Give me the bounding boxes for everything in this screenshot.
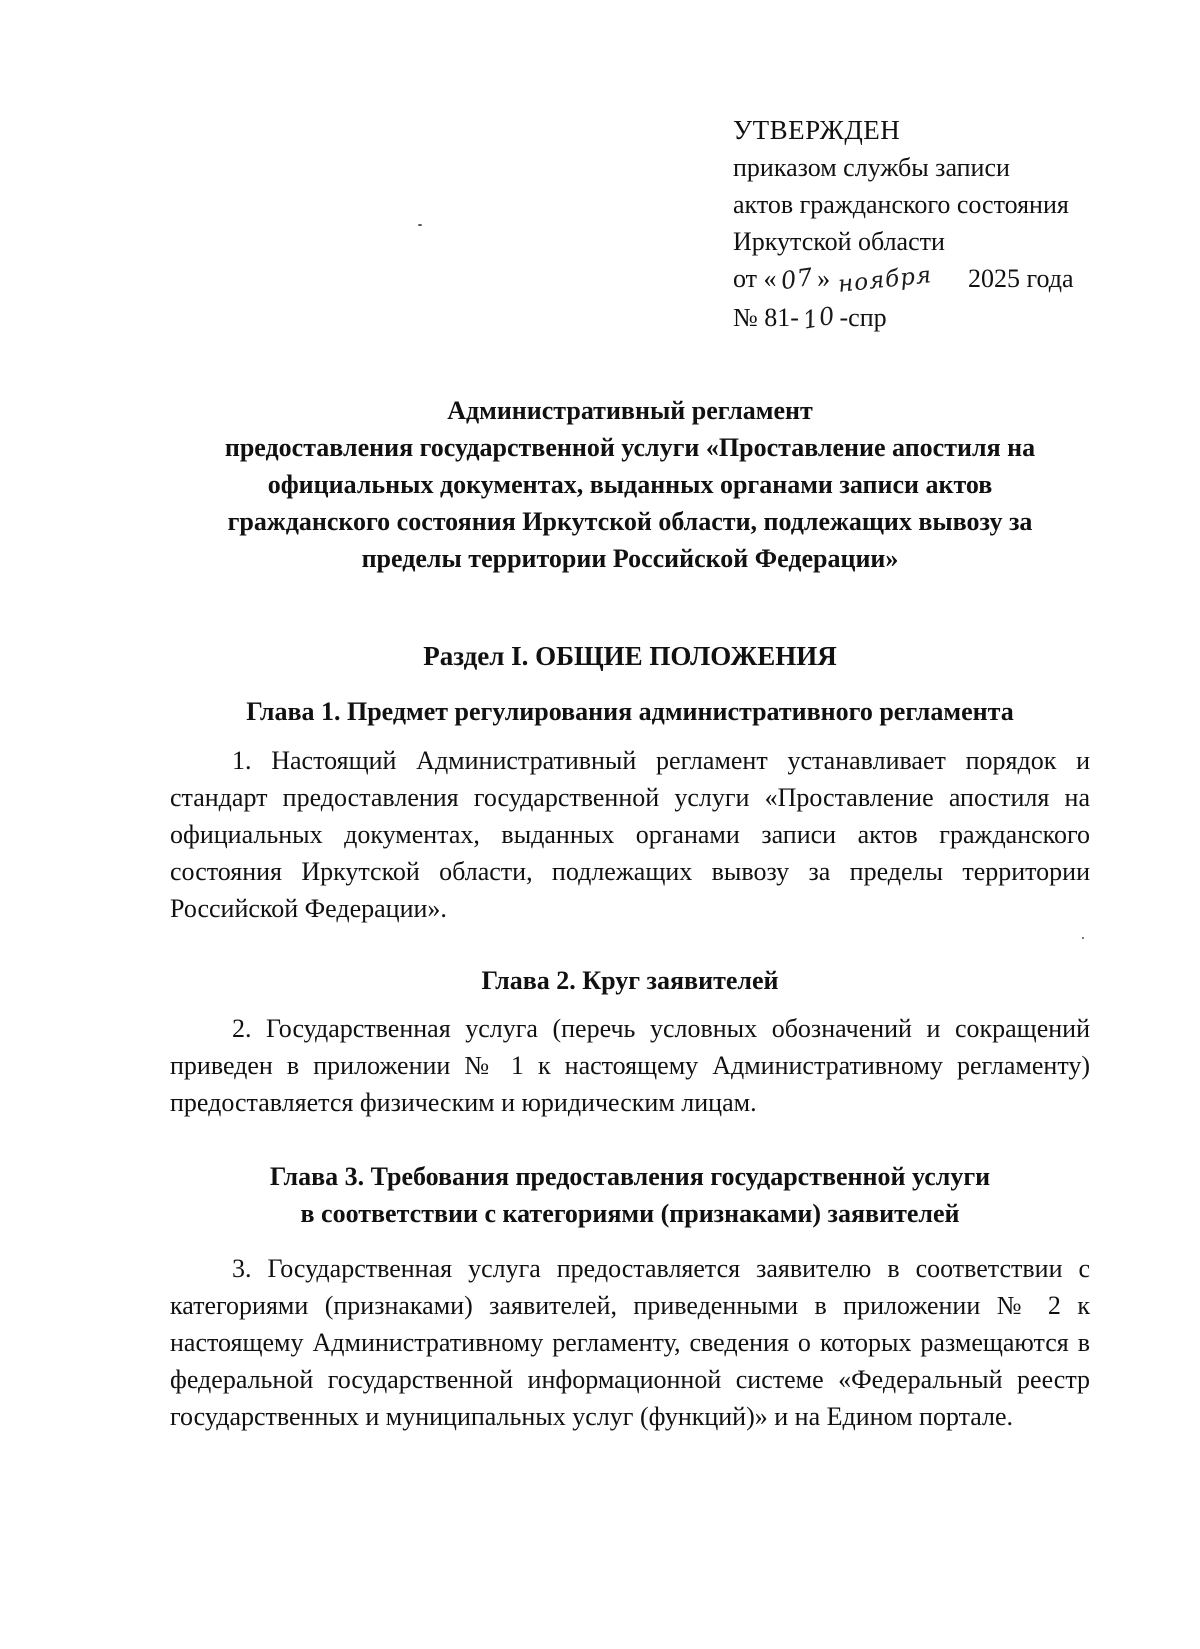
number-prefix: № 81- xyxy=(733,303,799,332)
approval-block xyxy=(733,112,1074,337)
date-year: 2025 года xyxy=(968,264,1074,293)
chapter-3-heading xyxy=(160,1158,1100,1232)
chapter-3-paragraph: 3. Государственная услуга предоставляется заявителю в соответствии с категориями (признаками) заявителей, приведенными в приложении № 2 к настоящему Административному регламенту, сведения о которых размещаются в федеральной государственной информационной системе «Федеральный реестр государственных и муниципальных услуг (функций)» и на Едином портале. xyxy=(170,1254,1090,1431)
handwritten-day: 07 xyxy=(778,262,815,296)
document-title-line-3: официальных документах, выданных органами записи актов xyxy=(267,470,993,499)
scan-speck xyxy=(1082,937,1084,939)
approval-line-2: актов гражданского состояния xyxy=(733,190,1069,219)
date-prefix: от « xyxy=(733,264,777,293)
chapter-3-heading-line-2: в соответствии с категориями (признаками) заявителей xyxy=(300,1199,960,1228)
approval-line-3: Иркутской области xyxy=(733,227,945,256)
chapter-2-heading: Глава 2. Круг заявителей xyxy=(481,966,779,995)
handwritten-month: ноября xyxy=(836,262,934,298)
approval-date-line xyxy=(733,260,1074,299)
section-heading: Раздел I. ОБЩИЕ ПОЛОЖЕНИЯ xyxy=(423,641,837,671)
document-title-line-1: Административный регламент xyxy=(447,396,813,425)
document-title-line-2: предоставления государственной услуги «Проставление апостиля на xyxy=(224,433,1036,462)
chapter-1-heading: Глава 1. Предмет регулирования административного регламента xyxy=(246,697,1014,726)
approval-number-line xyxy=(733,299,1069,337)
handwritten-number: 10 xyxy=(800,301,838,335)
document-title-line-4: гражданского состояния Иркутской области, подлежащих вывозу за xyxy=(227,507,1033,536)
number-suffix: -спр xyxy=(839,303,887,332)
document-title xyxy=(160,392,1100,577)
approval-title: УТВЕРЖДЕН xyxy=(733,115,901,145)
date-mid: » xyxy=(817,264,831,293)
chapter-3-heading-line-1: Глава 3. Требования предоставления государственной услуги xyxy=(269,1162,991,1191)
scan-speck xyxy=(418,224,422,226)
chapter-1-paragraph: 1. Настоящий Административный регламент устанавливает порядок и стандарт предоставления государственной услуги «Проставление апостиля на официальных документах, выданных органами записи актов гражданского состояния Иркутской области, подлежащих вывозу за пределы территории Российской Федерации». xyxy=(170,746,1090,923)
chapter-2-paragraph: 2. Государственная услуга (перечь условных обозначений и сокращений приведен в приложении № 1 к настоящему Административному регламенту) предоставляется физическим и юридическим лицам. xyxy=(170,1014,1090,1117)
approval-line-1: приказом службы записи xyxy=(733,153,1010,182)
document-title-line-5: пределы территории Российской Федерации» xyxy=(361,544,899,573)
